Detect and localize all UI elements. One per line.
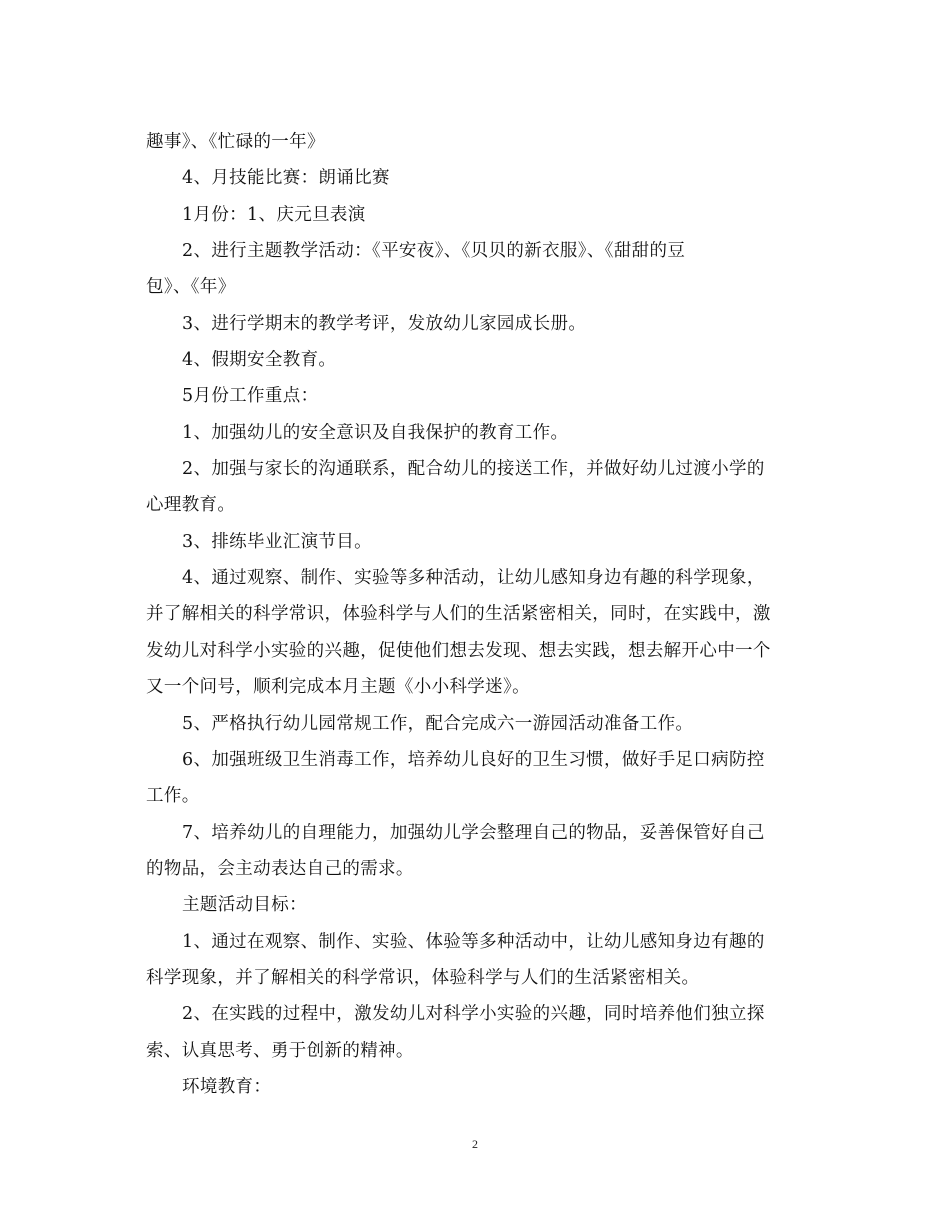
text-line: 7、培养幼儿的自理能力，加强幼儿学会整理自己的物品，妥善保管好自己 xyxy=(182,822,765,843)
text-line: 5、严格执行幼儿园常规工作，配合完成六一游园活动准备工作。 xyxy=(182,713,694,734)
text-line: 科学现象，并了解相关的科学常识，体验科学与人们的生活紧密相关。 xyxy=(146,967,700,988)
section-heading: 环境教育： xyxy=(182,1076,272,1097)
text-line: 1、通过在观察、制作、实验、体验等多种活动中，让幼儿感知身边有趣的 xyxy=(182,931,765,952)
text-line: 趣事》、《忙碌的一年》 xyxy=(146,132,325,152)
text-line: 3、排练毕业汇演节目。 xyxy=(182,531,372,552)
text-line: 并了解相关的科学常识，体验科学与人们的生活紧密相关，同时，在实践中，激 xyxy=(146,604,771,625)
text-line: 6、加强班级卫生消毒工作，培养幼儿良好的卫生习惯，做好手足口病防控 xyxy=(182,749,765,770)
text-line: 心理教育。 xyxy=(146,495,236,516)
text-line: 1月份：1、庆元旦表演 xyxy=(182,204,366,225)
text-line: 又一个问号，顺利完成本月主题《小小科学迷》。 xyxy=(146,677,530,698)
section-heading: 5月份工作重点： xyxy=(182,386,319,407)
text-line: 2、加强与家长的沟通联系，配合幼儿的接送工作，并做好幼儿过渡小学的 xyxy=(182,459,765,480)
text-line: 3、进行学期末的教学考评，发放幼儿家园成长册。 xyxy=(182,313,587,334)
page-number: 2 xyxy=(472,1137,478,1151)
text-line: 索、认真思考、勇于创新的精神。 xyxy=(146,1040,414,1061)
text-line: 的物品，会主动表达自己的需求。 xyxy=(146,858,414,879)
document-body xyxy=(146,124,806,1105)
text-line: 2、进行主题教学活动：《平安夜》、《贝贝的新衣服》、《甜甜的豆 xyxy=(182,241,686,262)
text-line: 4、通过观察、制作、实验等多种活动，让幼儿感知身边有趣的科学现象， xyxy=(182,568,765,589)
text-line: 4、月技能比赛：朗诵比赛 xyxy=(182,168,390,189)
text-line: 包》、《年》 xyxy=(146,277,236,298)
text-line: 发幼儿对科学小实验的兴趣，促使他们想去发现、想去实践，想去解开心中一个 xyxy=(146,640,771,661)
text-line: 2、在实践的过程中，激发幼儿对科学小实验的兴趣，同时培养他们独立探 xyxy=(182,1004,765,1025)
text-line: 4、假期安全教育。 xyxy=(182,350,337,371)
text-line: 工作。 xyxy=(146,786,200,807)
text-line: 1、加强幼儿的安全意识及自我保护的教育工作。 xyxy=(182,422,569,443)
section-heading: 主题活动目标： xyxy=(182,895,307,916)
